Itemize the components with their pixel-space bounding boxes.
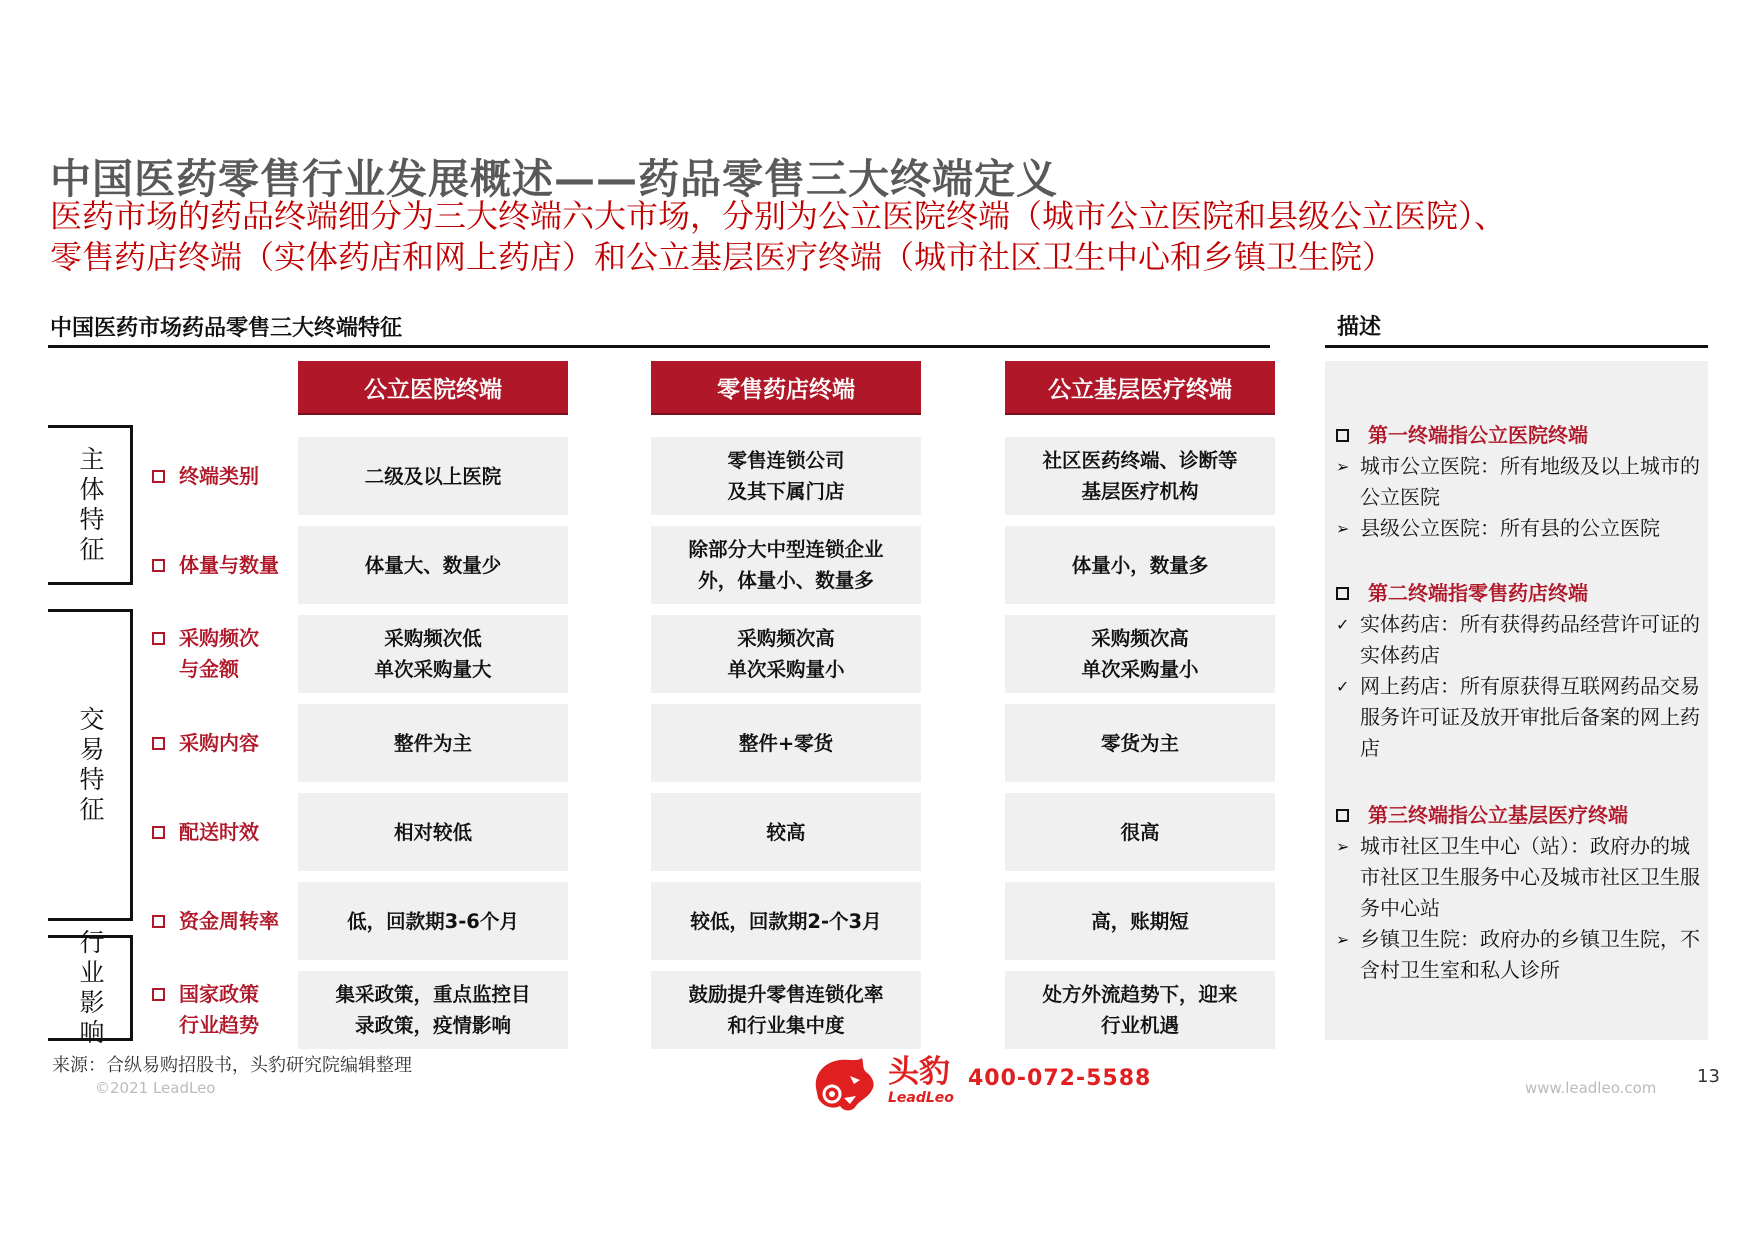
table-cell [651,615,921,693]
cell-text-line: 集采政策，重点监控目 [335,983,531,1006]
row-label [152,979,259,1041]
description-block [1336,420,1708,544]
row-label-text: 终端类别 [179,463,259,488]
group-label [72,928,112,1048]
table-cell [298,526,568,604]
group-label-char: 征 [79,795,105,824]
checkbox-bullet-icon [152,470,165,483]
group-label-char: 交 [79,705,105,734]
description-block-title-text: 第三终端指公立基层医疗终端 [1368,803,1628,827]
description-heading: 描述 [1337,315,1382,340]
page-subtitle [50,196,1506,278]
group-label-char: 征 [79,535,105,564]
checkbox-bullet-icon [1336,587,1349,600]
table-cell [1005,526,1275,604]
column-header: 公立医院终端 [298,361,568,413]
cell-text-line: 行业机遇 [1100,1014,1179,1037]
cell-text-line: 录政策，疫情影响 [354,1014,511,1037]
row-label [152,728,259,759]
table-cell [1005,615,1275,693]
table-section-title: 中国医药市场药品零售三大终端特征 [50,316,403,341]
cell-text-line: 零货为主 [1100,731,1179,755]
table-cell [651,882,921,960]
group-label-char: 业 [79,958,105,987]
table-cell [651,971,921,1049]
table-cell [651,793,921,871]
row-label [152,817,259,848]
row-label-text: 体量与数量 [179,552,279,577]
contact-phone: 400-072-5588 [968,1066,1152,1091]
table-cell [651,437,921,515]
table-cell [298,704,568,782]
description-item [1336,671,1708,764]
description-item-text: 城市社区卫生中心（站）：政府办的城市社区卫生服务中心及城市社区卫生服务中心站 [1360,834,1700,920]
group-label-char: 易 [79,735,105,764]
logo-chinese-text: 头豹 [888,1054,950,1090]
arrow-bullet-icon: ➢ [1336,837,1350,856]
group-label-char: 特 [79,505,105,534]
page-number: 13 [1697,1066,1720,1087]
cell-text-line: 二级及以上医院 [364,464,502,488]
table-cell [1005,971,1275,1049]
cell-text-line: 单次采购量小 [1081,658,1199,681]
checkbox-bullet-icon [152,826,165,839]
row-label-text: 国家政策 [179,982,259,1006]
description-block-title [1336,800,1708,831]
description-item-text: 城市公立医院：所有地级及以上城市的公立医院 [1360,454,1700,509]
group-label-char: 行 [79,928,105,957]
description-block [1336,800,1708,986]
logo-english-text: LeadLeo [888,1090,954,1106]
cell-text-line: 采购频次高 [737,627,835,650]
group-label [72,445,112,565]
description-item-text: 县级公立医院：所有县的公立医院 [1360,516,1660,540]
cell-text-line: 整件+零货 [738,731,834,755]
description-item-text: 网上药店：所有原获得互联网药品交易服务许可证及放开审批后备案的网上药店 [1360,674,1700,760]
group-label-char: 特 [79,765,105,794]
copyright: ©2021 LeadLeo [95,1079,216,1097]
row-label [152,623,259,685]
table-cell [298,615,568,693]
group-label-char: 体 [79,475,105,504]
check-mark-icon: ✓ [1336,615,1350,634]
cell-text-line: 单次采购量大 [374,658,492,681]
row-label [152,461,259,492]
row-label-text: 配送时效 [179,819,259,844]
table-cell [651,704,921,782]
group-label [72,705,112,825]
checkbox-bullet-icon [1336,809,1349,822]
column-header: 零售药店终端 [651,361,921,413]
cell-text-line: 单次采购量小 [727,658,845,681]
subtitle-line: 医药市场的药品终端细分为三大终端六大市场，分别为公立医院终端（城市公立医院和县级公立医院）、 [50,197,1507,235]
arrow-bullet-icon: ➢ [1336,930,1350,949]
cell-text-line: 整件为主 [393,731,472,755]
row-label-text: 与金额 [179,657,239,681]
arrow-bullet-icon: ➢ [1336,519,1350,538]
checkbox-bullet-icon [152,915,165,928]
table-cell [298,882,568,960]
description-item [1336,451,1708,513]
cell-text-line: 基层医疗机构 [1081,480,1199,503]
group-label-char: 主 [79,445,105,474]
row-label [152,906,279,937]
cell-text-line: 零售连锁公司 [727,449,845,472]
cell-text-line: 和行业集中度 [727,1014,845,1037]
row-label-text: 资金周转率 [179,908,279,933]
checkbox-bullet-icon [1336,429,1349,442]
checkbox-bullet-icon [152,632,165,645]
cell-text-line: 社区医药终端、诊断等 [1042,449,1238,472]
description-divider [1325,345,1708,348]
table-cell [1005,437,1275,515]
source-note: 来源：合纵易购招股书，头豹研究院编辑整理 [52,1055,412,1076]
table-cell [1005,882,1275,960]
check-mark-icon: ✓ [1336,677,1350,696]
description-item [1336,831,1708,924]
cell-text-line: 及其下属门店 [727,480,845,503]
description-block-title [1336,578,1708,609]
cell-text-line: 体量大、数量少 [364,553,502,577]
row-label-text: 采购频次 [179,626,259,650]
page-title: 中国医药零售行业发展概述——药品零售三大终端定义 [50,155,1058,203]
website-link[interactable]: www.leadleo.com [1525,1079,1657,1097]
cell-text-line: 处方外流趋势下，迎来 [1042,983,1238,1006]
checkbox-bullet-icon [152,559,165,572]
cell-text-line: 体量小，数量多 [1071,553,1209,577]
description-item [1336,513,1708,544]
cell-text-line: 低，回款期3-6个月 [347,909,519,933]
row-label [152,550,279,581]
description-item-text: 实体药店：所有获得药品经营许可证的实体药店 [1360,612,1700,667]
table-cell [1005,704,1275,782]
leadleo-logo [810,1054,1152,1116]
column-header: 公立基层医疗终端 [1005,361,1275,413]
table-cell [298,971,568,1049]
table-cell [298,437,568,515]
row-label-text: 行业趋势 [179,1013,259,1037]
cell-text-line: 采购频次低 [384,627,482,650]
group-label-char: 响 [79,1018,105,1047]
description-block-title-text: 第二终端指零售药店终端 [1368,581,1588,605]
arrow-bullet-icon: ➢ [1336,457,1350,476]
cell-text-line: 很高 [1120,820,1160,844]
cell-text-line: 较低，回款期2-个3月 [690,909,882,933]
cell-text-line: 较高 [766,820,806,844]
cell-text-line: 采购频次高 [1091,627,1189,650]
table-section-divider [48,345,1270,348]
description-block [1336,578,1708,764]
description-item-text: 乡镇卫生院：政府办的乡镇卫生院，不含村卫生室和私人诊所 [1360,927,1700,982]
description-item [1336,924,1708,986]
table-cell [298,793,568,871]
cell-text-line: 除部分大中型连锁企业 [688,538,884,561]
cell-text-line: 相对较低 [393,820,472,844]
group-label-char: 影 [79,988,105,1017]
row-label-text: 采购内容 [179,730,259,755]
description-block-title [1336,420,1708,451]
description-block-title-text: 第一终端指公立医院终端 [1368,423,1588,447]
checkbox-bullet-icon [152,737,165,750]
leopard-logo-icon [810,1054,878,1114]
description-item [1336,609,1708,671]
subtitle-line: 零售药店终端（实体药店和网上药店）和公立基层医疗终端（城市社区卫生中心和乡镇卫生院） [50,238,1395,276]
cell-text-line: 外，体量小、数量多 [698,569,874,592]
table-cell [651,526,921,604]
cell-text-line: 高，账期短 [1091,909,1189,933]
table-cell [1005,793,1275,871]
cell-text-line: 鼓励提升零售连锁化率 [688,983,884,1006]
checkbox-bullet-icon [152,988,165,1001]
